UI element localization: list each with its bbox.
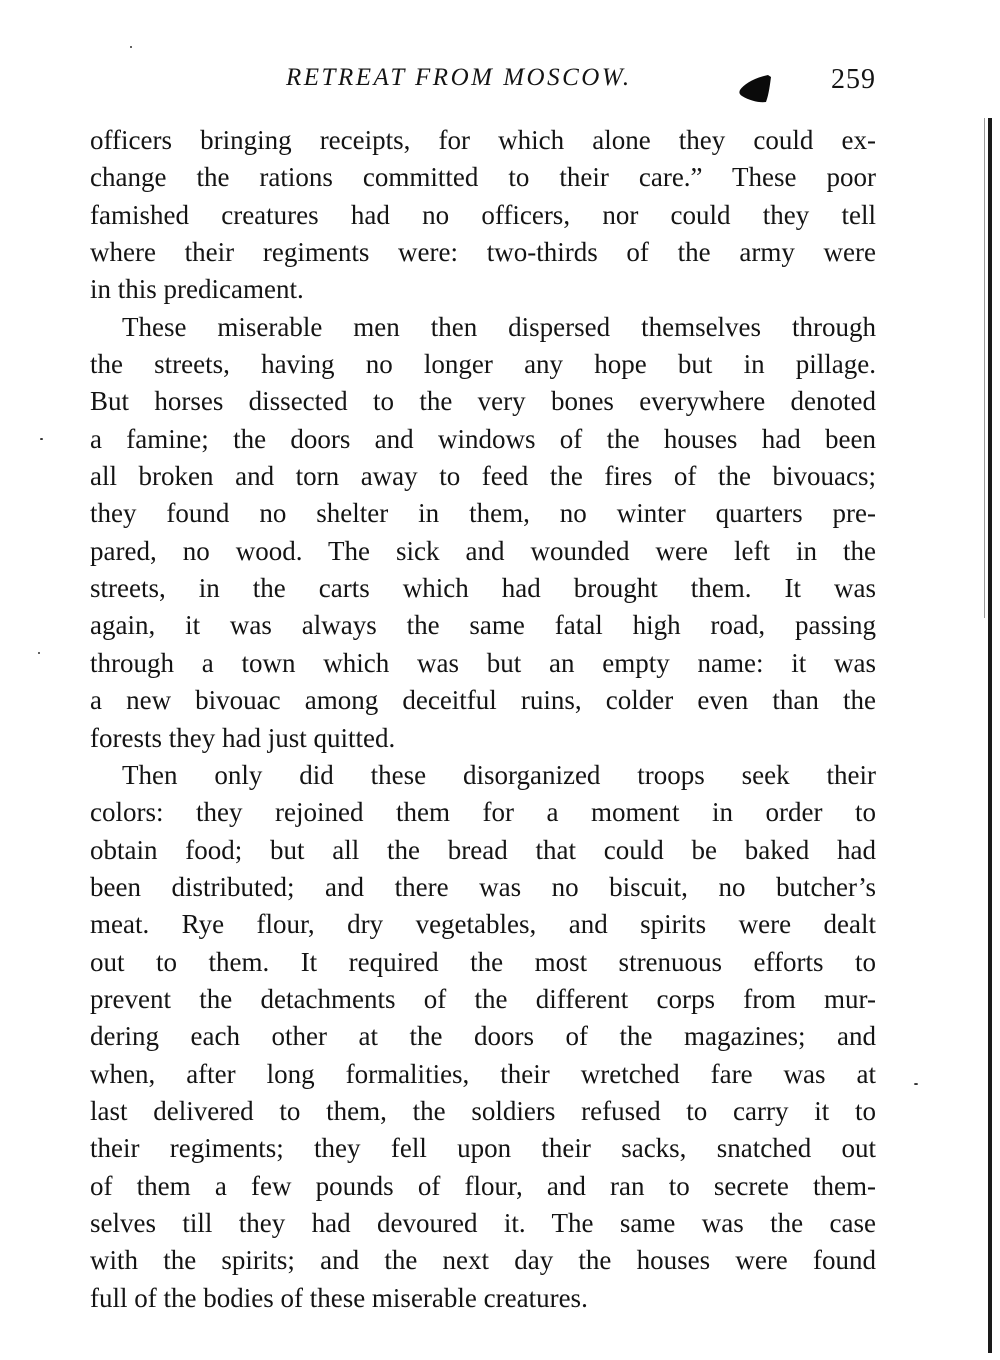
text-line: full of the bodies of these miserable creatures. xyxy=(90,1282,588,1313)
running-head xyxy=(90,62,876,102)
paper-speck xyxy=(40,438,43,440)
text-line: they found no shelter in them, no winter quarters pre- xyxy=(90,498,876,529)
text-line: out to them. It required the most strenuous efforts to xyxy=(90,946,876,977)
text-line: selves till they had devoured it. The same was the case xyxy=(90,1207,876,1238)
paragraph-2 xyxy=(90,309,876,757)
text-line: in this predicament. xyxy=(90,274,304,305)
running-title: RETREAT FROM MOSCOW. xyxy=(286,64,632,91)
text-line: when, after long formalities, their wretched fare was at xyxy=(90,1058,876,1089)
text-line: But horses dissected to the very bones everywhere denoted xyxy=(90,386,876,417)
text-line: streets, in the carts which had brought them. It was xyxy=(90,573,876,604)
paragraph-3 xyxy=(90,757,876,1317)
paper-speck xyxy=(38,652,40,654)
text-line: a new bivouac among deceitful ruins, colder even than the xyxy=(90,685,876,716)
page-number: 259 xyxy=(831,64,876,95)
body-text xyxy=(90,122,876,1317)
text-line: dering each other at the doors of the magazines; and xyxy=(90,1021,876,1052)
text-line: again, it was always the same fatal high road, passing xyxy=(90,610,876,641)
text-line: with the spirits; and the next day the houses were found xyxy=(90,1245,876,1276)
ink-blot-icon xyxy=(738,74,772,104)
text-line: a famine; the doors and windows of the houses had been xyxy=(90,423,876,454)
text-line: of them a few pounds of flour, and ran to secrete them- xyxy=(90,1170,876,1201)
text-line: officers bringing receipts, for which alone they could ex- xyxy=(90,125,876,155)
text-line: all broken and torn away to feed the fires of the bivouacs; xyxy=(90,461,876,492)
text-line: famished creatures had no officers, nor could they tell xyxy=(90,199,876,230)
text-line: pared, no wood. The sick and wounded were left in the xyxy=(90,535,876,566)
text-line: last delivered to them, the soldiers refused to carry it to xyxy=(90,1095,876,1126)
page-edge-shadow xyxy=(984,118,985,618)
text-line: been distributed; and there was no biscuit, no butcher’s xyxy=(90,871,876,902)
text-line: obtain food; but all the bread that could be baked had xyxy=(90,834,876,865)
text-line: where their regiments were: two-thirds of the army were xyxy=(90,237,876,268)
text-line: change the rations committed to their care.” These poor xyxy=(90,162,876,193)
text-line: colors: they rejoined them for a moment in order to xyxy=(90,797,876,828)
text-line: These miserable men then dispersed themselves through xyxy=(122,311,876,342)
text-line: their regiments; they fell upon their sacks, snatched out xyxy=(90,1133,876,1164)
text-line: Then only did these disorganized troops seek their xyxy=(122,759,876,790)
paper-speck xyxy=(914,1083,918,1085)
paper-speck xyxy=(130,46,132,48)
text-line: meat. Rye flour, dry vegetables, and spirits were dealt xyxy=(90,909,876,940)
text-line: prevent the detachments of the different corps from mur- xyxy=(90,983,876,1014)
paragraph-1 xyxy=(90,122,876,309)
text-line: the streets, having no longer any hope but in pillage. xyxy=(90,349,876,380)
text-line: through a town which was but an empty name: it was xyxy=(90,647,876,678)
page-edge xyxy=(988,118,992,1353)
text-line: forests they had just quitted. xyxy=(90,722,396,753)
